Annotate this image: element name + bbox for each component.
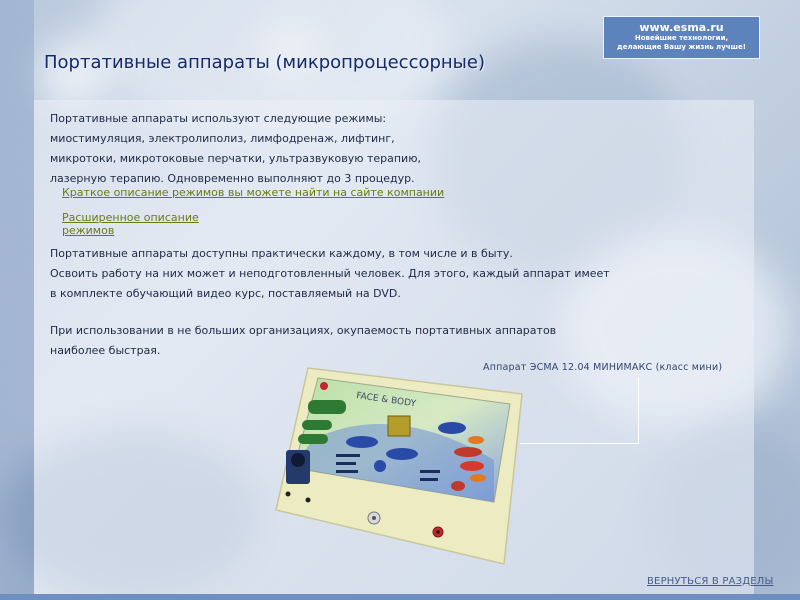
device-panel-title: FACE & BODY	[355, 391, 417, 410]
page-title: Портативные аппараты (микропроцессорные)	[44, 52, 485, 73]
text-line: При использовании в не больших организациях, окупаемость портативных аппаратов	[50, 324, 557, 337]
company-logo[interactable]	[603, 16, 760, 59]
bottom-bar	[0, 594, 800, 600]
intro-paragraph	[50, 109, 421, 189]
short-description-link[interactable]: Краткое описание режимов вы можете найти на сайте компании	[62, 186, 445, 199]
device-caption: Аппарат ЭСМА 12.04 МИНИМАКС (класс мини)	[483, 362, 723, 373]
text-line: Портативные аппараты доступны практически каждому, в том числе и в быту.	[50, 247, 513, 260]
text-line: Портативные аппараты используют следующие режимы:	[50, 112, 387, 125]
logo-url: www.esma.ru	[639, 21, 724, 34]
callout-line	[638, 377, 639, 443]
callout-line	[520, 443, 639, 444]
device-image	[272, 360, 528, 566]
text-line: микротоки, микротоковые перчатки, ультразвуковую терапию,	[50, 152, 421, 165]
text-line: в комплекте обучающий видео курс, поставляемый на DVD.	[50, 287, 401, 300]
text-line: наиболее быстрая.	[50, 344, 161, 357]
text-line: миостимуляция, электролиполиз, лимфодренаж, лифтинг,	[50, 132, 395, 145]
availability-paragraph	[50, 244, 610, 304]
back-to-sections-link[interactable]: ВЕРНУТЬСЯ В РАЗДЕЛЫ	[647, 576, 774, 587]
logo-tagline-1: Новейшие технологии,	[634, 34, 729, 42]
text-line: Освоить работу на них может и неподготовленный человек. Для этого, каждый аппарат имеет	[50, 267, 610, 280]
extended-description-link[interactable]: Расширенное описание режимов	[62, 211, 199, 237]
payback-paragraph	[50, 321, 556, 361]
logo-tagline-2: делающие Вашу жизнь лучше!	[617, 43, 746, 51]
left-decor-strip	[0, 0, 34, 600]
text-line: лазерную терапию. Одновременно выполняют до 3 процедур.	[50, 172, 415, 185]
